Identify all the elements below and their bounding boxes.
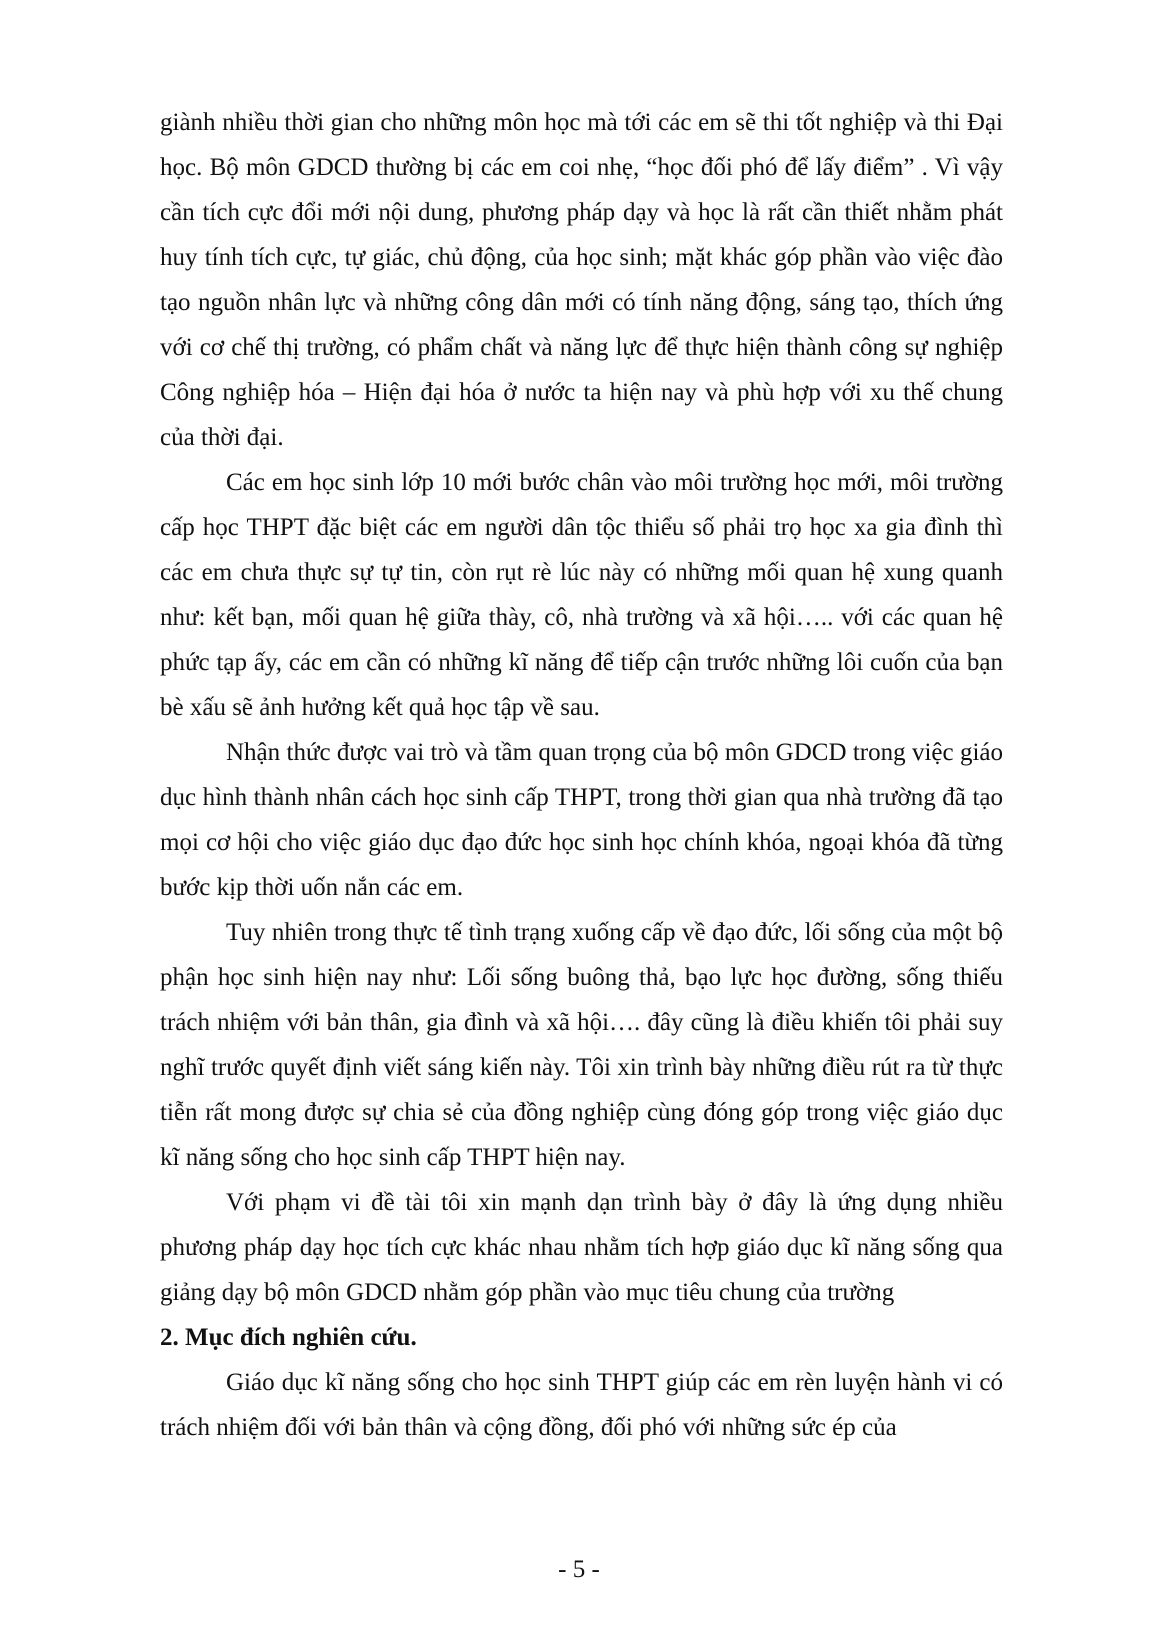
section-heading: 2. Mục đích nghiên cứu. [160, 1324, 417, 1351]
paragraph-reality: Tuy nhiên trong thực tế tình trạng xuống cấp về đạo đức, lối sống của một bộ phận học sinh hiện nay như: Lối sống buông thả, bạo lực học đường, sống thiếu trách nhiệm với bản thân, gia đình và xã hội…. đây cũng là điều khiến tôi phải suy nghĩ trước quyết định viết sáng kiến này. Tôi xin trình bày những điều rút ra từ thực tiễn rất mong được sự chia sẻ của đồng nghiệp cùng đóng góp trong việc giáo dục kĩ năng sống cho học sinh cấp THPT hiện nay. [160, 919, 1003, 1171]
paragraph-research-purpose: Giáo dục kĩ năng sống cho học sinh THPT giúp các em rèn luyện hành vi có trách nhiệm đối với bản thân và cộng đồng, đối phó với những sức ép của [160, 1369, 1003, 1441]
paragraph-awareness: Nhận thức được vai trò và tầm quan trọng của bộ môn GDCD trong việc giáo dục hình thành nhân cách học sinh cấp THPT, trong thời gian qua nhà trường đã tạo mọi cơ hội cho việc giáo dục đạo đức học sinh học chính khóa, ngoại khóa đã từng bước kịp thời uốn nắn các em. [160, 739, 1003, 901]
paragraph-scope: Với phạm vi đề tài tôi xin mạnh dạn trình bày ở đây là ứng dụng nhiều phương pháp dạy học tích cực khác nhau nhằm tích hợp giáo dục kĩ năng sống qua giảng dạy bộ môn GDCD nhằm góp phần vào mục tiêu chung của trường [160, 1189, 1003, 1306]
document-body [160, 100, 1003, 1450]
paragraph-continuation: giành nhiều thời gian cho những môn học mà tới các em sẽ thi tốt nghiệp và thi Đại học. Bộ môn GDCD thường bị các em coi nhẹ, “học đối phó để lấy điểm” . Vì vậy cần tích cực đổi mới nội dung, phương pháp dạy và học là rất cần thiết nhằm phát huy tính tích cực, tự giác, chủ động, của học sinh; mặt khác góp phần vào việc đào tạo nguồn nhân lực và những công dân mới có tính năng động, sáng tạo, thích ứng với cơ chế thị trường, có phẩm chất và năng lực để thực hiện thành công sự nghiệp Công nghiệp hóa – Hiện đại hóa ở nước ta hiện nay và phù hợp với xu thế chung của thời đại. [160, 109, 1003, 451]
page-number: - 5 - [558, 1556, 600, 1583]
paragraph-grade10-students: Các em học sinh lớp 10 mới bước chân vào môi trường học mới, môi trường cấp học THPT đặc biệt các em người dân tộc thiểu số phải trọ học xa gia đình thì các em chưa thực sự tự tin, còn rụt rè lúc này có những mối quan hệ xung quanh như: kết bạn, mối quan hệ giữa thày, cô, nhà trường và xã hội….. với các quan hệ phức tạp ấy, các em cần có những kĩ năng để tiếp cận trước những lôi cuốn của bạn bè xấu sẽ ảnh hưởng kết quả học tập về sau. [160, 469, 1003, 721]
